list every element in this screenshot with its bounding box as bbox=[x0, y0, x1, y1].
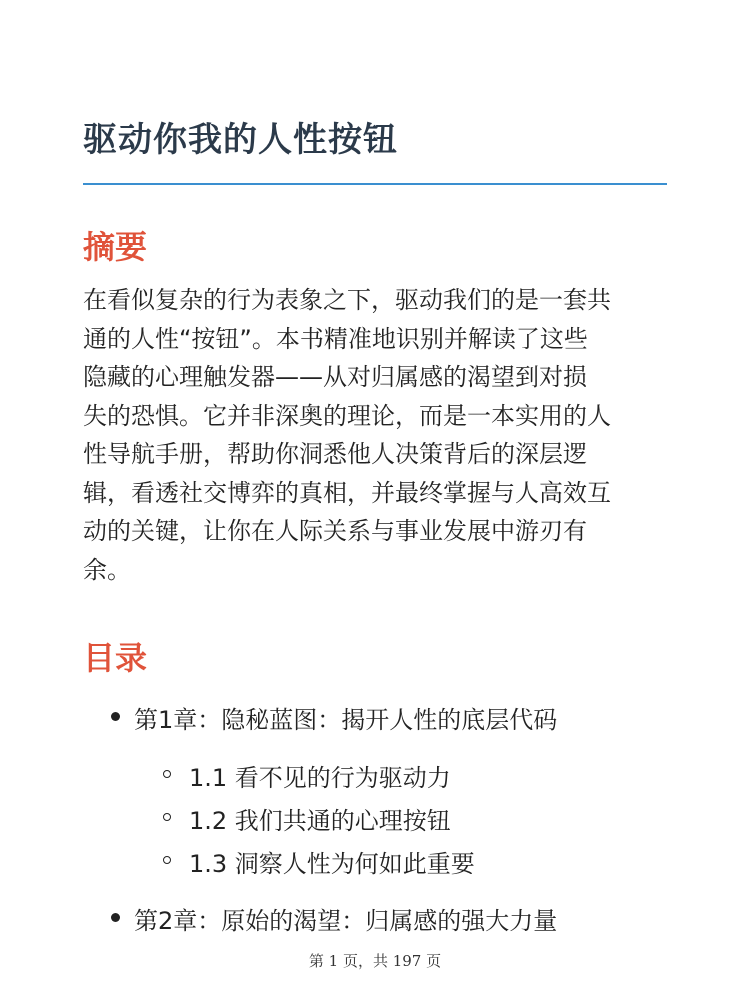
abstract-line: 失的恐惧。它并非深奥的理论，而是一本实用的人 bbox=[83, 401, 611, 430]
bullet-circle-icon bbox=[163, 813, 171, 821]
toc-section-1-3[interactable]: 1.3 洞察人性为何如此重要 bbox=[189, 850, 475, 878]
document-title: 驱动你我的人性按钮 bbox=[83, 120, 398, 160]
abstract-line: 在看似复杂的行为表象之下，驱动我们的是一套共 bbox=[83, 286, 611, 314]
page-number-footer: 第 1 页，共 197 页 bbox=[308, 952, 442, 970]
bullet-disc-icon bbox=[111, 913, 120, 922]
toc-section-1-2[interactable]: 1.2 我们共通的心理按钮 bbox=[189, 807, 451, 835]
bullet-circle-icon bbox=[163, 770, 171, 778]
toc-chapter-1[interactable]: 第1章：隐秘蓝图：揭开人性的底层代码 bbox=[134, 706, 558, 734]
abstract-line: 余。 bbox=[83, 555, 131, 584]
bullet-disc-icon bbox=[111, 712, 120, 721]
toc-heading: 目录 bbox=[83, 639, 148, 677]
abstract-line: 性导航手册，帮助你洞悉他人决策背后的深层逻 bbox=[83, 440, 587, 468]
abstract-heading: 摘要 bbox=[83, 228, 148, 266]
bullet-circle-icon bbox=[163, 856, 171, 864]
abstract-line: 隐藏的心理触发器——从对归属感的渴望到对损 bbox=[83, 363, 587, 391]
title-divider bbox=[83, 183, 667, 185]
abstract-line: 辑，看透社交博弈的真相，并最终掌握与人高效互 bbox=[83, 478, 611, 507]
toc-section-1-1[interactable]: 1.1 看不见的行为驱动力 bbox=[189, 764, 451, 792]
toc-chapter-2[interactable]: 第2章：原始的渴望：归属感的强大力量 bbox=[134, 907, 558, 935]
abstract-line: 动的关键，让你在人际关系与事业发展中游刃有 bbox=[83, 517, 587, 545]
abstract-body bbox=[83, 281, 669, 589]
abstract-line: 通的人性“按钮”。本书精准地识别并解读了这些 bbox=[83, 324, 588, 353]
